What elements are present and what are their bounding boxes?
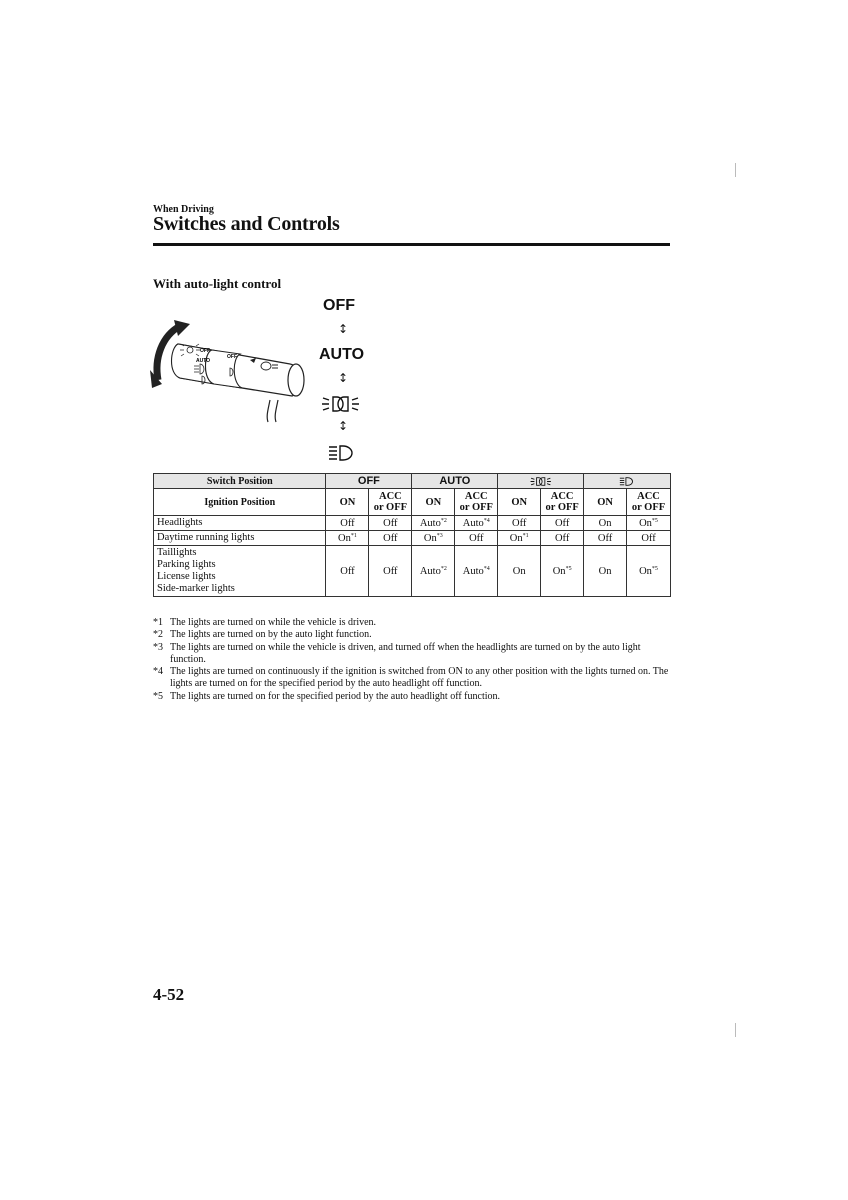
ignition-on: ON [498, 489, 541, 516]
subheading: With auto-light control [153, 276, 282, 291]
section-label: When Driving [153, 204, 214, 215]
row-label: Headlights [154, 516, 326, 531]
auto-position-header: AUTO [412, 474, 498, 489]
arrow-up-down-icon: ↕ [338, 371, 349, 385]
position-auto-label: AUTO [319, 346, 365, 363]
ignition-acc-off: ACC or OFF [455, 489, 498, 516]
headlights-icon [328, 443, 356, 463]
crop-mark-bottom [735, 1023, 736, 1037]
table-cell: On [584, 516, 627, 531]
arrow-up-down-icon: ↕ [338, 322, 349, 336]
ignition-row [154, 489, 671, 516]
headlights-icon [619, 476, 635, 487]
table-cell: Auto$^{*2}$ [412, 546, 455, 597]
footnote-ref: *5 [651, 565, 658, 572]
ignition-position-header: Ignition Position [154, 489, 326, 516]
table-cell: Off [369, 546, 412, 597]
table-header-row [154, 474, 671, 489]
footnote-ref: *4 [483, 517, 490, 524]
table-cell: Off [541, 531, 584, 546]
table-cell: Off [627, 531, 671, 546]
light-switch-lever-illustration [150, 318, 310, 423]
footnote-ref: *1 [522, 532, 529, 539]
table-cell: Off [584, 531, 627, 546]
footnote: *5 The lights are turned on for the specified period by the auto headlight off function. [153, 690, 500, 702]
parking-lights-icon [322, 394, 360, 414]
row-label: Daytime running lights [154, 531, 326, 546]
table-cell: On$^{*5}$ [541, 546, 584, 597]
table-cell: Off [498, 516, 541, 531]
table-cell: Off [369, 516, 412, 531]
footnote: *1 The lights are turned on while the vehicle is driven. [153, 617, 377, 628]
table-cell: On$^{*5}$ [627, 516, 671, 531]
footnote-ref: *5 [651, 517, 658, 524]
table-cell: Auto$^{*4}$ [455, 546, 498, 597]
svg-text:AUTO: AUTO [196, 358, 211, 364]
footnote: *4 The lights are turned on continuously if the ignition is switched from ON to any other position with the lights turned on. The lights are turned on for the specified period by the auto headlight off function. [153, 666, 669, 690]
ignition-acc-off: ACC or OFF [541, 489, 584, 516]
table-cell: On$^{*5}$ [627, 546, 671, 597]
parking-lights-icon [530, 476, 552, 487]
table-cell: On$^{*1}$ [498, 531, 541, 546]
arrow-up-down-icon: ↕ [338, 419, 349, 433]
svg-text:OFF: OFF [200, 348, 210, 354]
page-title: Switches and Controls [153, 213, 340, 235]
page-number: 4-52 [153, 985, 185, 1004]
ignition-on: ON [412, 489, 455, 516]
footnote: *2 The lights are turned on by the auto light function. [153, 629, 372, 641]
row-label: Taillights Parking lights License lights Side-marker lights [154, 546, 326, 597]
switch-position-header: Switch Position [154, 474, 326, 489]
table-cell: Auto$^{*2}$ [412, 516, 455, 531]
table-row [154, 516, 671, 531]
footnote-ref: *3 [436, 532, 443, 539]
footnote-ref: *4 [483, 565, 490, 572]
footnote-ref: *2 [440, 517, 447, 524]
footnotes [153, 617, 673, 703]
crop-mark-top [735, 163, 736, 177]
table-cell: Off [455, 531, 498, 546]
footnote: *3 The lights are turned on while the vehicle is driven, and turned off when the headlights are turned on by the auto light function. [153, 641, 641, 665]
ignition-acc-off: ACC or OFF [369, 489, 412, 516]
footnote-ref: *5 [565, 565, 572, 572]
table-cell: Off [326, 546, 369, 597]
title-rule [153, 243, 670, 246]
table-cell: On [498, 546, 541, 597]
headlights-header [584, 474, 671, 489]
table-cell: On$^{*3}$ [412, 531, 455, 546]
table-cell: Off [541, 516, 584, 531]
table-row [154, 531, 671, 546]
lighting-table [153, 473, 671, 597]
table-cell: Auto$^{*4}$ [455, 516, 498, 531]
footnote-ref: *1 [350, 532, 357, 539]
table-cell: On [584, 546, 627, 597]
table-cell: Off [369, 531, 412, 546]
parking-lights-header [498, 474, 584, 489]
ignition-on: ON [326, 489, 369, 516]
ignition-acc-off: ACC or OFF [627, 489, 671, 516]
footnote-ref: *2 [440, 565, 447, 572]
off-position-header: OFF [326, 474, 412, 489]
svg-text:OFF: OFF [227, 354, 237, 360]
ignition-on: ON [584, 489, 627, 516]
position-off-label: OFF [323, 297, 355, 314]
table-cell: Off [326, 516, 369, 531]
table-row [154, 546, 671, 597]
table-cell: On$^{*1}$ [326, 531, 369, 546]
